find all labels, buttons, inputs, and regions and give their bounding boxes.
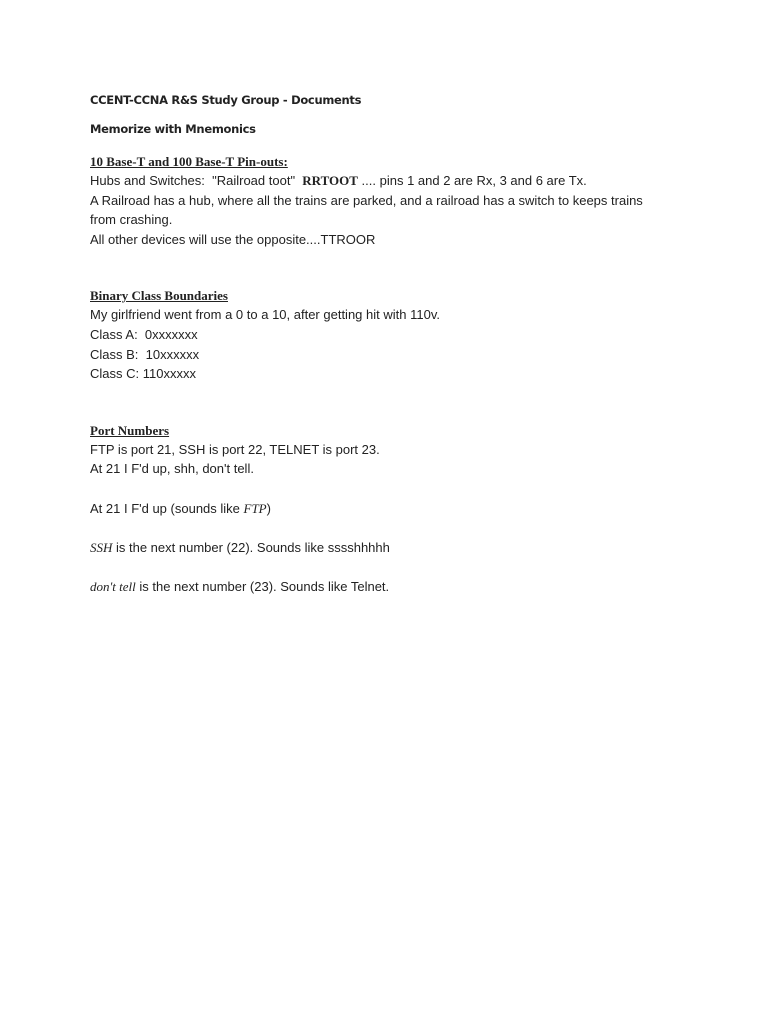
ftp-term: FTP bbox=[243, 500, 267, 516]
ftp-line bbox=[90, 499, 690, 519]
ssh-line bbox=[90, 538, 690, 558]
telnet-line bbox=[90, 577, 690, 597]
ssh-term: SSH bbox=[90, 539, 113, 555]
pinouts-line-3: from crashing. bbox=[90, 212, 173, 228]
binary-heading: Binary Class Boundaries bbox=[90, 288, 228, 304]
pinouts-heading: 10 Base-T and 100 Base-T Pin-outs: bbox=[90, 154, 288, 169]
ssh-line-suffix: is the next number (22). Sounds like sssshhhhh bbox=[112, 539, 390, 555]
class-a-line: Class A: 0xxxxxxx bbox=[90, 326, 198, 342]
binary-section bbox=[90, 286, 690, 383]
pinouts-line-1 bbox=[90, 171, 690, 191]
telnet-term: don't tell bbox=[90, 578, 136, 594]
class-b-line: Class B: 10xxxxxx bbox=[90, 346, 200, 362]
class-c-line: Class C: 110xxxxx bbox=[90, 366, 196, 382]
ftp-line-suffix: ) bbox=[266, 500, 271, 516]
document-page bbox=[90, 92, 690, 597]
ftp-line-prefix: At 21 I F'd up (sounds like bbox=[90, 500, 244, 516]
pinouts-line-1-suffix: .... pins 1 and 2 are Rx, 3 and 6 are Tx. bbox=[357, 173, 587, 188]
pinouts-line-2: A Railroad has a hub, where all the trains are parked, and a railroad has a switch to keeps trains bbox=[90, 192, 643, 208]
ports-line-2: At 21 I F'd up, shh, don't tell. bbox=[90, 461, 254, 477]
binary-line-1: My girlfriend went from a 0 to a 10, after getting hit with 110v. bbox=[90, 307, 440, 323]
ports-section bbox=[90, 421, 690, 597]
document-title: CCENT-CCNA R&S Study Group - Documents bbox=[90, 93, 362, 107]
rrtoot-mnemonic: RRTOOT bbox=[302, 173, 358, 188]
pinouts-section bbox=[90, 152, 690, 249]
document-subtitle: Memorize with Mnemonics bbox=[90, 122, 256, 136]
pinouts-line-1-prefix: Hubs and Switches: "Railroad toot" bbox=[90, 173, 303, 188]
ports-heading: Port Numbers bbox=[90, 422, 170, 438]
ports-line-1: FTP is port 21, SSH is port 22, TELNET is port 23. bbox=[90, 441, 380, 457]
pinouts-line-4: All other devices will use the opposite....TTROOR bbox=[90, 231, 376, 247]
telnet-line-suffix: is the next number (23). Sounds like Telnet. bbox=[135, 578, 390, 594]
